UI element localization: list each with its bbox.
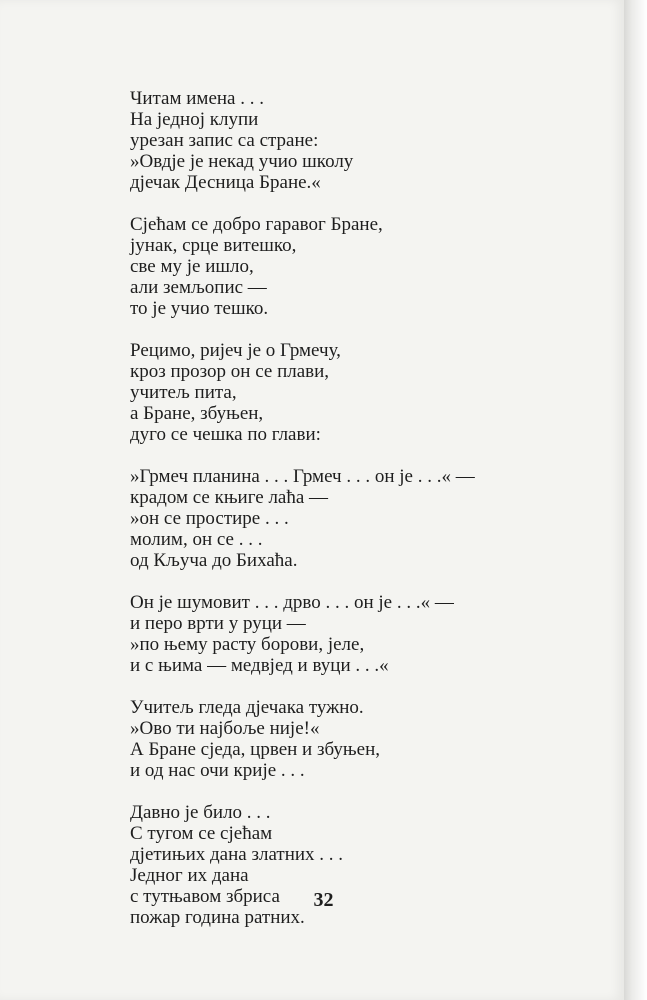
poem-line: од Кључа до Бихаћа. bbox=[130, 550, 298, 571]
stanza-6 bbox=[130, 697, 550, 781]
page-edge-shadow bbox=[624, 0, 647, 1000]
poem-line: Учитељ гледа дјечака тужно. bbox=[130, 697, 364, 718]
stanza-1 bbox=[130, 88, 550, 193]
poem-line: и перо врти у руци — bbox=[130, 613, 306, 634]
poem-line: Једног их дана bbox=[130, 865, 249, 886]
stanza-2 bbox=[130, 214, 550, 319]
poem-line: и с њима — медвјед и вуци . . .« bbox=[130, 655, 389, 676]
poem-line: све му је ишло, bbox=[130, 256, 254, 277]
poem-line: али земљопис — bbox=[130, 277, 267, 298]
poem-line: Рецимо, ријеч је о Грмечу, bbox=[130, 340, 341, 361]
poem-line: с тутњавом збриса bbox=[130, 886, 280, 907]
poem-line: урезан запис са стране: bbox=[130, 130, 319, 151]
poem-line: кроз прозор он се плави, bbox=[130, 361, 330, 382]
poem-line: А Бране сједа, црвен и збуњен, bbox=[130, 739, 380, 760]
stanza-5 bbox=[130, 592, 550, 676]
poem-line: молим, он се . . . bbox=[130, 529, 263, 550]
poem-line: крадом се књиге лаћа — bbox=[130, 487, 329, 508]
page-number: 32 bbox=[313, 889, 334, 911]
poem-line: »Ово ти најбоље није!« bbox=[130, 718, 320, 739]
poem-line: учитељ пита, bbox=[130, 382, 237, 403]
poem-line: Давно је било . . . bbox=[130, 802, 271, 823]
poem-line: дуго се чешка по глави: bbox=[130, 424, 321, 445]
poem-text bbox=[130, 88, 550, 949]
poem-line: пожар година ратних. bbox=[130, 907, 305, 928]
poem-line: Он је шумовит . . . дрво . . . он је . . .« — bbox=[130, 592, 454, 613]
stanza-4 bbox=[130, 466, 550, 571]
poem-line: а Бране, збуњен, bbox=[130, 403, 264, 424]
poem-line: дјечак Десница Бране.« bbox=[130, 172, 321, 193]
poem-line: дјетињих дана златних . . . bbox=[130, 844, 344, 865]
poem-line: »по њему расту борови, јеле, bbox=[130, 634, 365, 655]
poem-line: С тугом се сјећам bbox=[130, 823, 273, 844]
poem-line: и од нас очи крије . . . bbox=[130, 760, 305, 781]
poem-line: јунак, срце витешко, bbox=[130, 235, 297, 256]
poem-line: »Грмеч планина . . . Грмеч . . . он је . . .« — bbox=[130, 466, 475, 487]
poem-line: »Овдје је некад учио школу bbox=[130, 151, 354, 172]
poem-line: На једној клупи bbox=[130, 109, 259, 130]
poem-line: Сјећам се добро гаравог Бране, bbox=[130, 214, 383, 235]
poem-line: Читам имена . . . bbox=[130, 88, 264, 109]
stanza-3 bbox=[130, 340, 550, 445]
poem-line: »он се простире . . . bbox=[130, 508, 289, 529]
poem-line: то је учио тешко. bbox=[130, 298, 269, 319]
